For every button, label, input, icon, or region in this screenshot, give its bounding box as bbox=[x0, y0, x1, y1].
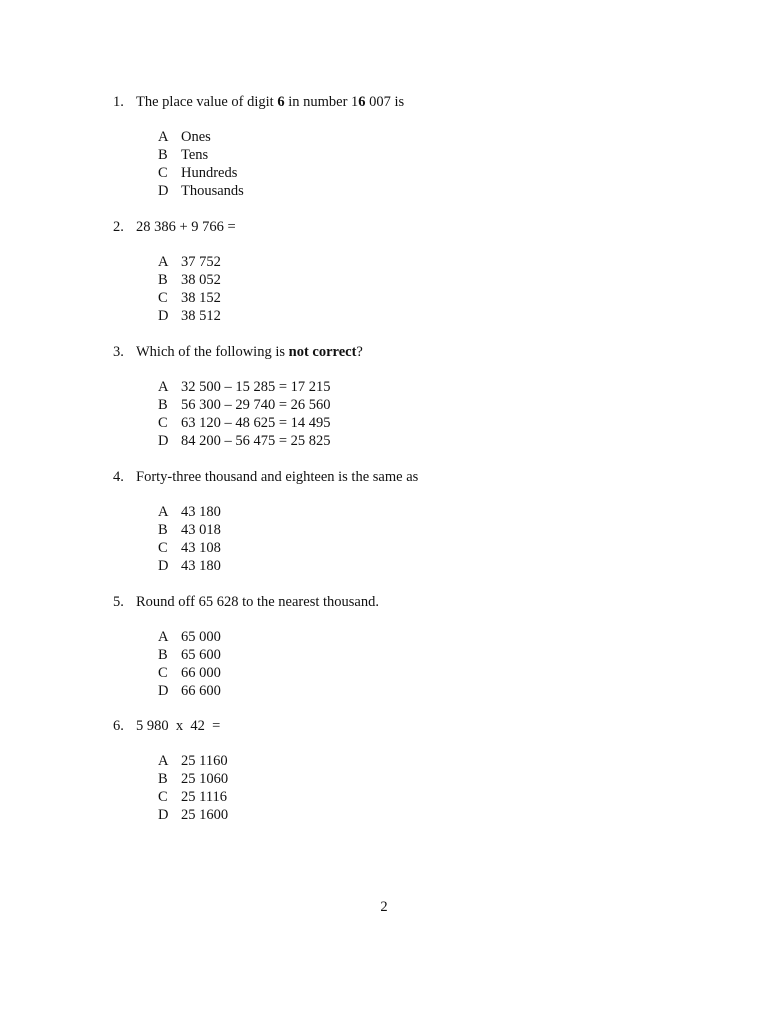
stem-text: in number 1 bbox=[284, 94, 359, 110]
answer-option-b bbox=[158, 396, 713, 414]
stem-text: 5 980 x 42 = bbox=[136, 718, 221, 734]
answer-option-d bbox=[158, 806, 713, 824]
option-text: 84 200 – 56 475 = 25 825 bbox=[181, 433, 331, 449]
question-6 bbox=[113, 717, 713, 824]
answer-options bbox=[113, 503, 713, 575]
question-3 bbox=[113, 343, 713, 450]
option-letter: C bbox=[158, 540, 168, 556]
option-text: Thousands bbox=[181, 183, 244, 199]
option-letter: A bbox=[158, 753, 169, 769]
answer-options bbox=[113, 628, 713, 700]
question-number: 2. bbox=[113, 219, 124, 235]
option-letter: D bbox=[158, 308, 169, 324]
question-stem bbox=[113, 218, 713, 236]
stem-text: 007 is bbox=[365, 94, 405, 110]
stem-text: Forty-three thousand and eighteen is the same as bbox=[136, 469, 419, 485]
answer-option-b bbox=[158, 146, 713, 164]
option-letter: C bbox=[158, 789, 168, 805]
option-letter: A bbox=[158, 504, 169, 520]
question-number: 5. bbox=[113, 594, 124, 610]
option-text: Ones bbox=[181, 129, 211, 145]
option-letter: B bbox=[158, 771, 168, 787]
question-5 bbox=[113, 593, 713, 700]
question-1 bbox=[113, 93, 713, 200]
answer-option-a bbox=[158, 752, 713, 770]
option-text: 25 1600 bbox=[181, 807, 229, 823]
answer-option-b bbox=[158, 521, 713, 539]
option-text: 65 000 bbox=[181, 629, 221, 645]
stem-text: Round off 65 628 to the nearest thousand. bbox=[136, 594, 379, 610]
answer-options bbox=[113, 752, 713, 824]
answer-option-c bbox=[158, 664, 713, 682]
answer-options bbox=[113, 378, 713, 450]
option-letter: A bbox=[158, 129, 169, 145]
question-number: 3. bbox=[113, 344, 124, 360]
question-stem bbox=[113, 468, 713, 486]
answer-option-b bbox=[158, 646, 713, 664]
question-stem bbox=[113, 717, 713, 735]
answer-option-c bbox=[158, 289, 713, 307]
option-letter: D bbox=[158, 807, 169, 823]
question-stem bbox=[113, 593, 713, 611]
option-text: 66 600 bbox=[181, 683, 221, 699]
question-4 bbox=[113, 468, 713, 575]
option-text: 56 300 – 29 740 = 26 560 bbox=[181, 397, 331, 413]
stem-bold-phrase: not correct bbox=[288, 344, 357, 360]
answer-option-d bbox=[158, 682, 713, 700]
answer-option-b bbox=[158, 271, 713, 289]
option-letter: C bbox=[158, 665, 168, 681]
option-text: 65 600 bbox=[181, 647, 221, 663]
option-letter: B bbox=[158, 272, 168, 288]
answer-option-c bbox=[158, 164, 713, 182]
option-letter: B bbox=[158, 647, 168, 663]
option-text: 37 752 bbox=[181, 254, 221, 270]
question-stem bbox=[113, 343, 713, 361]
option-text: 66 000 bbox=[181, 665, 221, 681]
answer-option-c bbox=[158, 788, 713, 806]
answer-option-d bbox=[158, 432, 713, 450]
option-text: 32 500 – 15 285 = 17 215 bbox=[181, 379, 331, 395]
option-letter: D bbox=[158, 683, 169, 699]
answer-option-b bbox=[158, 770, 713, 788]
option-letter: B bbox=[158, 397, 168, 413]
option-letter: C bbox=[158, 415, 168, 431]
answer-option-a bbox=[158, 503, 713, 521]
option-text: 43 180 bbox=[181, 504, 221, 520]
option-text: 43 108 bbox=[181, 540, 221, 556]
option-text: 25 1060 bbox=[181, 771, 229, 787]
option-letter: C bbox=[158, 290, 168, 306]
answer-option-d bbox=[158, 557, 713, 575]
option-letter: A bbox=[158, 254, 169, 270]
option-text: Hundreds bbox=[181, 165, 238, 181]
page-number: 2 bbox=[380, 899, 388, 915]
answer-options bbox=[113, 128, 713, 200]
option-text: 38 052 bbox=[181, 272, 221, 288]
option-text: 43 018 bbox=[181, 522, 221, 538]
answer-option-d bbox=[158, 307, 713, 325]
option-letter: D bbox=[158, 558, 169, 574]
option-letter: B bbox=[158, 147, 168, 163]
question-number: 6. bbox=[113, 718, 124, 734]
answer-option-a bbox=[158, 378, 713, 396]
question-number: 4. bbox=[113, 469, 124, 485]
option-letter: A bbox=[158, 629, 169, 645]
option-text: 38 152 bbox=[181, 290, 221, 306]
option-letter: B bbox=[158, 522, 168, 538]
question-2 bbox=[113, 218, 713, 325]
option-text: 25 1116 bbox=[181, 789, 228, 805]
option-letter: D bbox=[158, 433, 169, 449]
answer-option-a bbox=[158, 628, 713, 646]
answer-option-c bbox=[158, 414, 713, 432]
option-text: Tens bbox=[181, 147, 209, 163]
option-text: 63 120 – 48 625 = 14 495 bbox=[181, 415, 331, 431]
stem-bold-digit: 6 bbox=[277, 94, 285, 110]
option-letter: A bbox=[158, 379, 169, 395]
stem-text: ? bbox=[356, 344, 363, 360]
answer-option-d bbox=[158, 182, 713, 200]
option-letter: D bbox=[158, 183, 169, 199]
option-text: 38 512 bbox=[181, 308, 221, 324]
stem-bold-digit: 6 bbox=[358, 94, 366, 110]
answer-option-c bbox=[158, 539, 713, 557]
option-text: 25 1160 bbox=[181, 753, 228, 769]
option-letter: C bbox=[158, 165, 168, 181]
answer-options bbox=[113, 253, 713, 325]
stem-text: The place value of digit bbox=[136, 94, 278, 110]
question-stem bbox=[113, 93, 713, 111]
answer-option-a bbox=[158, 128, 713, 146]
stem-text: 28 386 + 9 766 = bbox=[136, 219, 236, 235]
answer-option-a bbox=[158, 253, 713, 271]
question-number: 1. bbox=[113, 94, 124, 110]
stem-text: Which of the following is bbox=[136, 344, 289, 360]
option-text: 43 180 bbox=[181, 558, 221, 574]
